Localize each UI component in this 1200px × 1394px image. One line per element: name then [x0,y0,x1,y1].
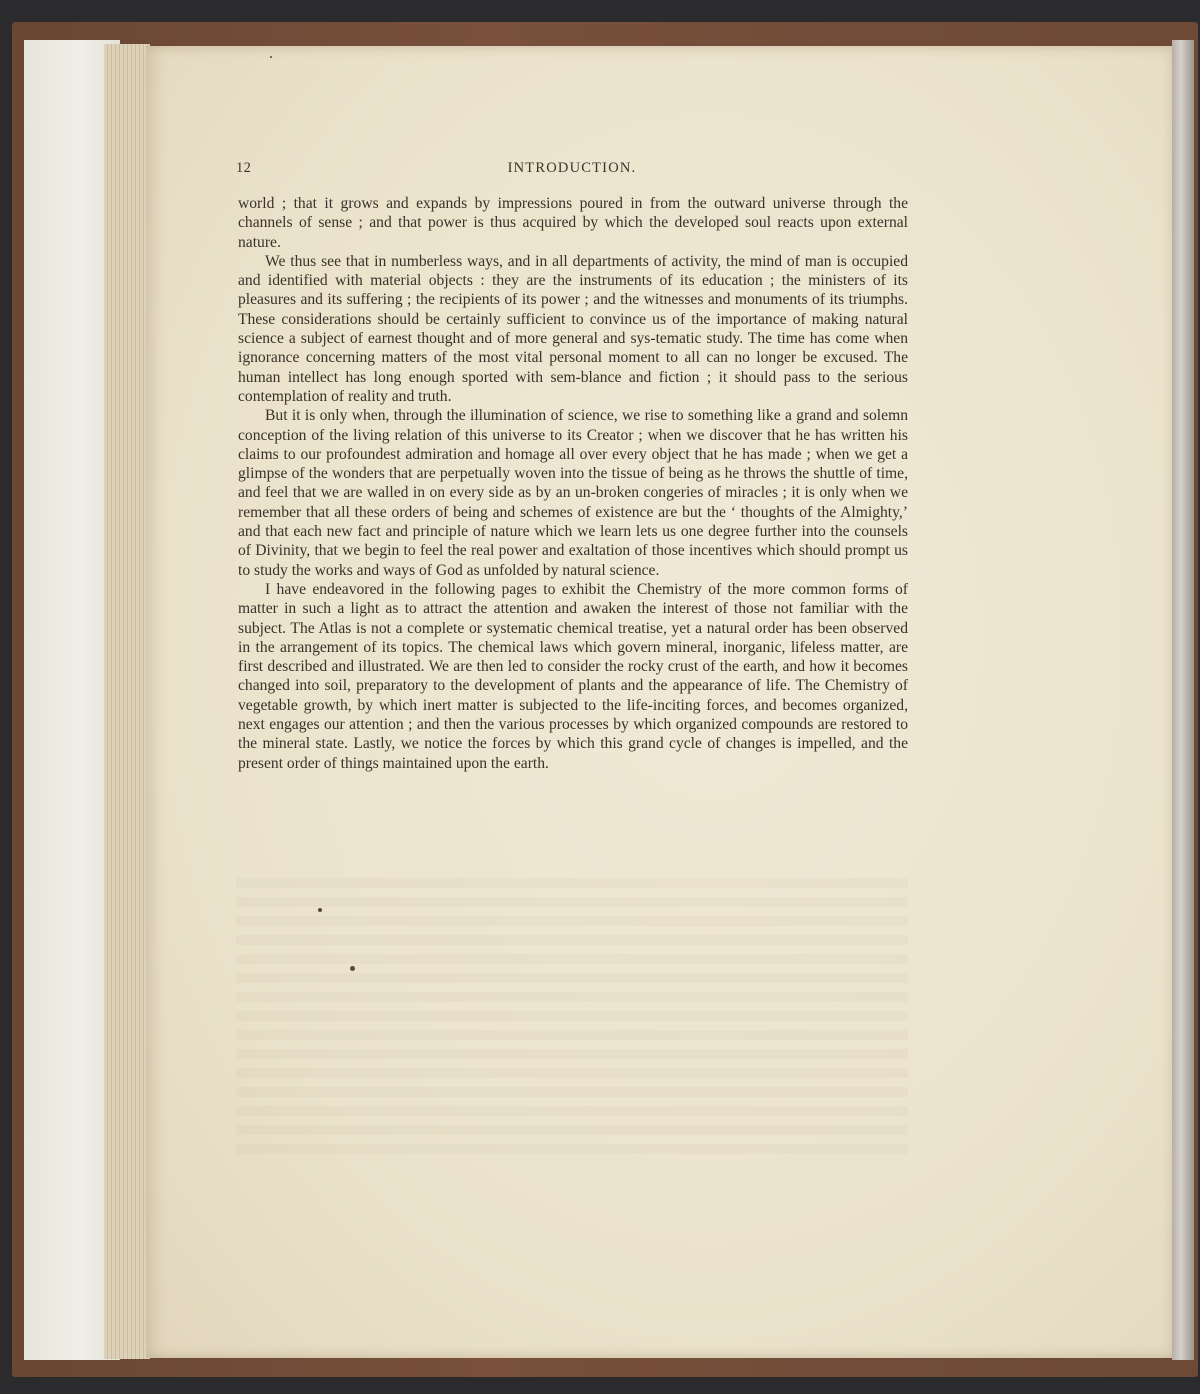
ink-speck [318,908,322,912]
body-text [238,194,908,773]
page-edges [104,44,150,1359]
ink-speck [270,56,272,58]
paragraph: We thus see that in numberless ways, and in all departments of activity, the mind of man is occupied and identified with material objects : they are the instruments of its education ; the ministers of its pleasures and its suffering ; the recipients of its power ; and the witnesses and monuments of its triumphs. These considerations should be certainly sufficient to convince us of the importance of making natural science a subject of earnest thought and of more general and sys-tematic study. The time has come when ignorance concerning matters of the most vital personal moment to all can no longer be excused. The human intellect has long enough sported with sem-blance and fiction ; it should pass to the serious contemplation of reality and truth. [238,252,908,405]
page-header [236,160,908,184]
running-title: INTRODUCTION. [507,160,637,176]
page-number: 12 [236,160,252,176]
ink-speck [350,966,355,971]
paragraph: But it is only when, through the illumination of science, we rise to something like a grand and solemn conception of the living relation of this universe to its Creator ; when we discover that he has written his claims to our profoundest admiration and homage all over every object that he has made ; when we get a glimpse of the wonders that are perpetually woven into the tissue of being as he throws the shuttle of time, and feel that we are walled in on every side as by an un-broken congeries of miracles ; it is only when we remember that all these orders of being and schemes of existence are but the ‘ thoughts of the Almighty,’ and that each new fact and principle of nature which we learn lets us one degree further into the counsels of Divinity, that we begin to feel the real power and exaltation of those incentives which should prompt us to study the works and ways of God as unfolded by natural science. [238,407,908,579]
cover-edge [1172,40,1194,1360]
paragraph: world ; that it grows and expands by impressions poured in from the outward universe through the channels of sense ; and that power is thus acquired by which the developed soul reacts upon external nature. [238,195,908,251]
show-through-text [236,878,908,1158]
paragraph: I have endeavored in the following pages to exhibit the Chemistry of the more common forms of matter in such a light as to attract the attention and awaken the interest of those not familiar with the subject. The Atlas is not a complete or systematic chemical treatise, yet a natural order has been observed in the arrangement of its topics. The chemical laws which govern mineral, inorganic, lifeless matter, are first described and illustrated. We are then led to consider the rocky crust of the earth, and how it becomes changed into soil, preparatory to the development of plants and the appearance of life. The Chemistry of vegetable growth, by which inert matter is subjected to the life-inciting forces, and becomes organized, next engages our attention ; and then the various processes by which organized compounds are restored to the mineral state. Lastly, we notice the forces by which this grand cycle of changes is impelled, and the present order of things maintained upon the earth. [238,580,908,772]
